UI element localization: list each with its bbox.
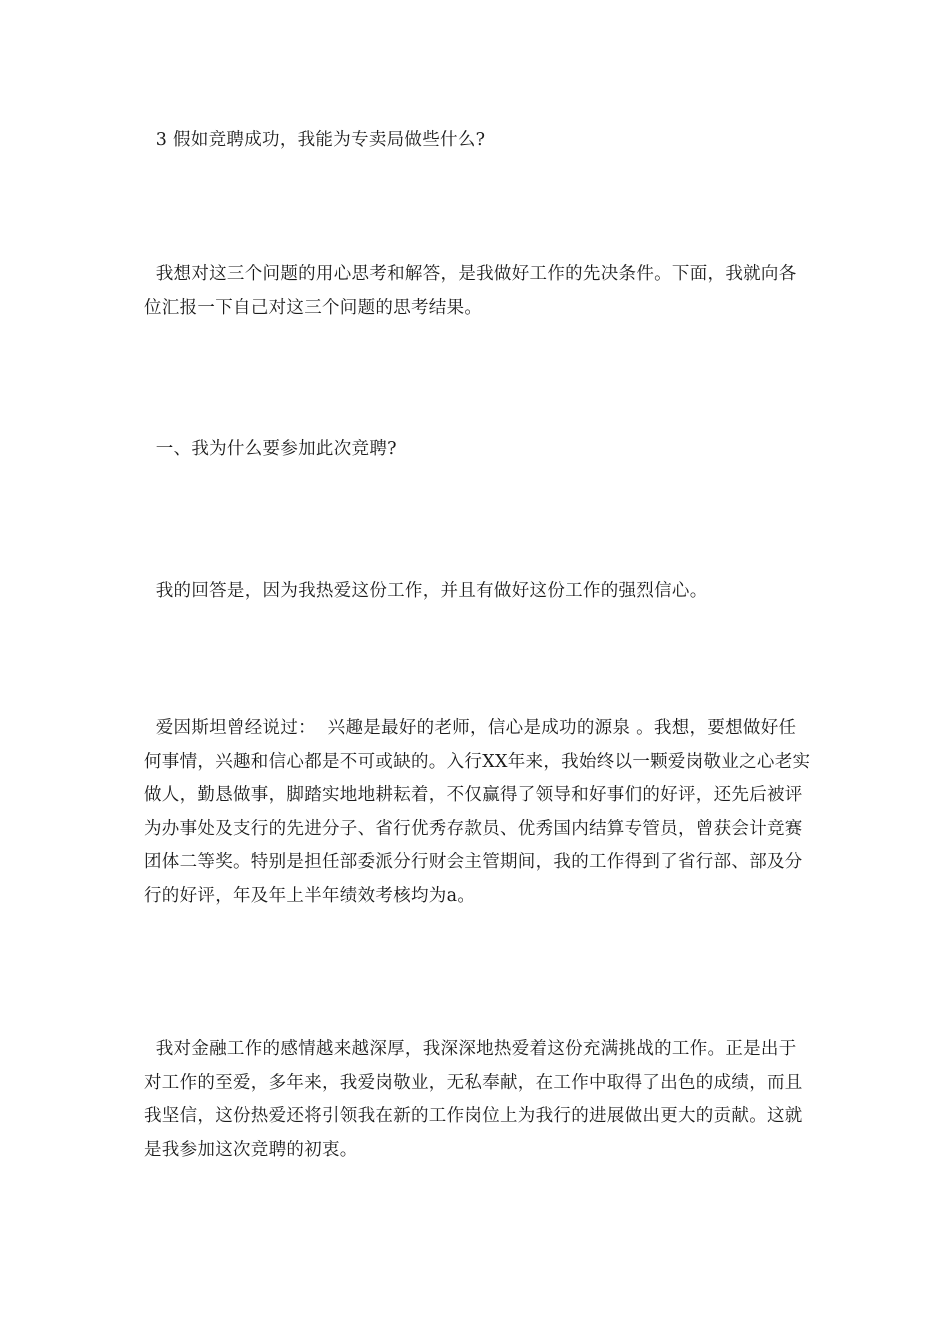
- section-heading-one: 一、我为什么要参加此次竞聘?: [144, 439, 397, 459]
- question-three-paragraph: 3 假如竞聘成功，我能为专卖局做些什么?: [144, 130, 486, 150]
- intro-paragraph: 我想对这三个问题的用心思考和解答，是我做好工作的先决条件。下面，我就向各位汇报一下自己对这三个问题的思考结果。: [144, 264, 797, 318]
- answer-paragraph: 我的回答是，因为我热爱这份工作，并且有做好这份工作的强烈信心。: [144, 581, 708, 601]
- einstein-quote-paragraph: 爱因斯坦曾经说过： 兴趣是最好的老师，信心是成功的源泉 。我想，要想做好任何事情，兴趣和信心都是不可或缺的。入行XX年来，我始终以一颗爱岗敬业之心老实做人，勤恳做事，脚踏实地地耕耘着，不仅赢得了领导和好事们的好评，还先后被评为办事处及支行的先进分子、省行优秀存款员、优秀国内结算专管员，曾获会计竞赛团体二等奖。特别是担任部委派分行财会主管期间，我的工作得到了省行部、部及分行的好评，年及年上半年绩效考核均为a。: [144, 718, 811, 906]
- finance-work-paragraph: 我对金融工作的感情越来越深厚，我深深地热爱着这份充满挑战的工作。正是出于对工作的至爱，多年来，我爱岗敬业，无私奉献，在工作中取得了出色的成绩，而且我坚信，这份热爱还将引领我在新的工作岗位上为我行的进展做出更大的贡献。这就是我参加这次竞聘的初衷。: [144, 1039, 803, 1160]
